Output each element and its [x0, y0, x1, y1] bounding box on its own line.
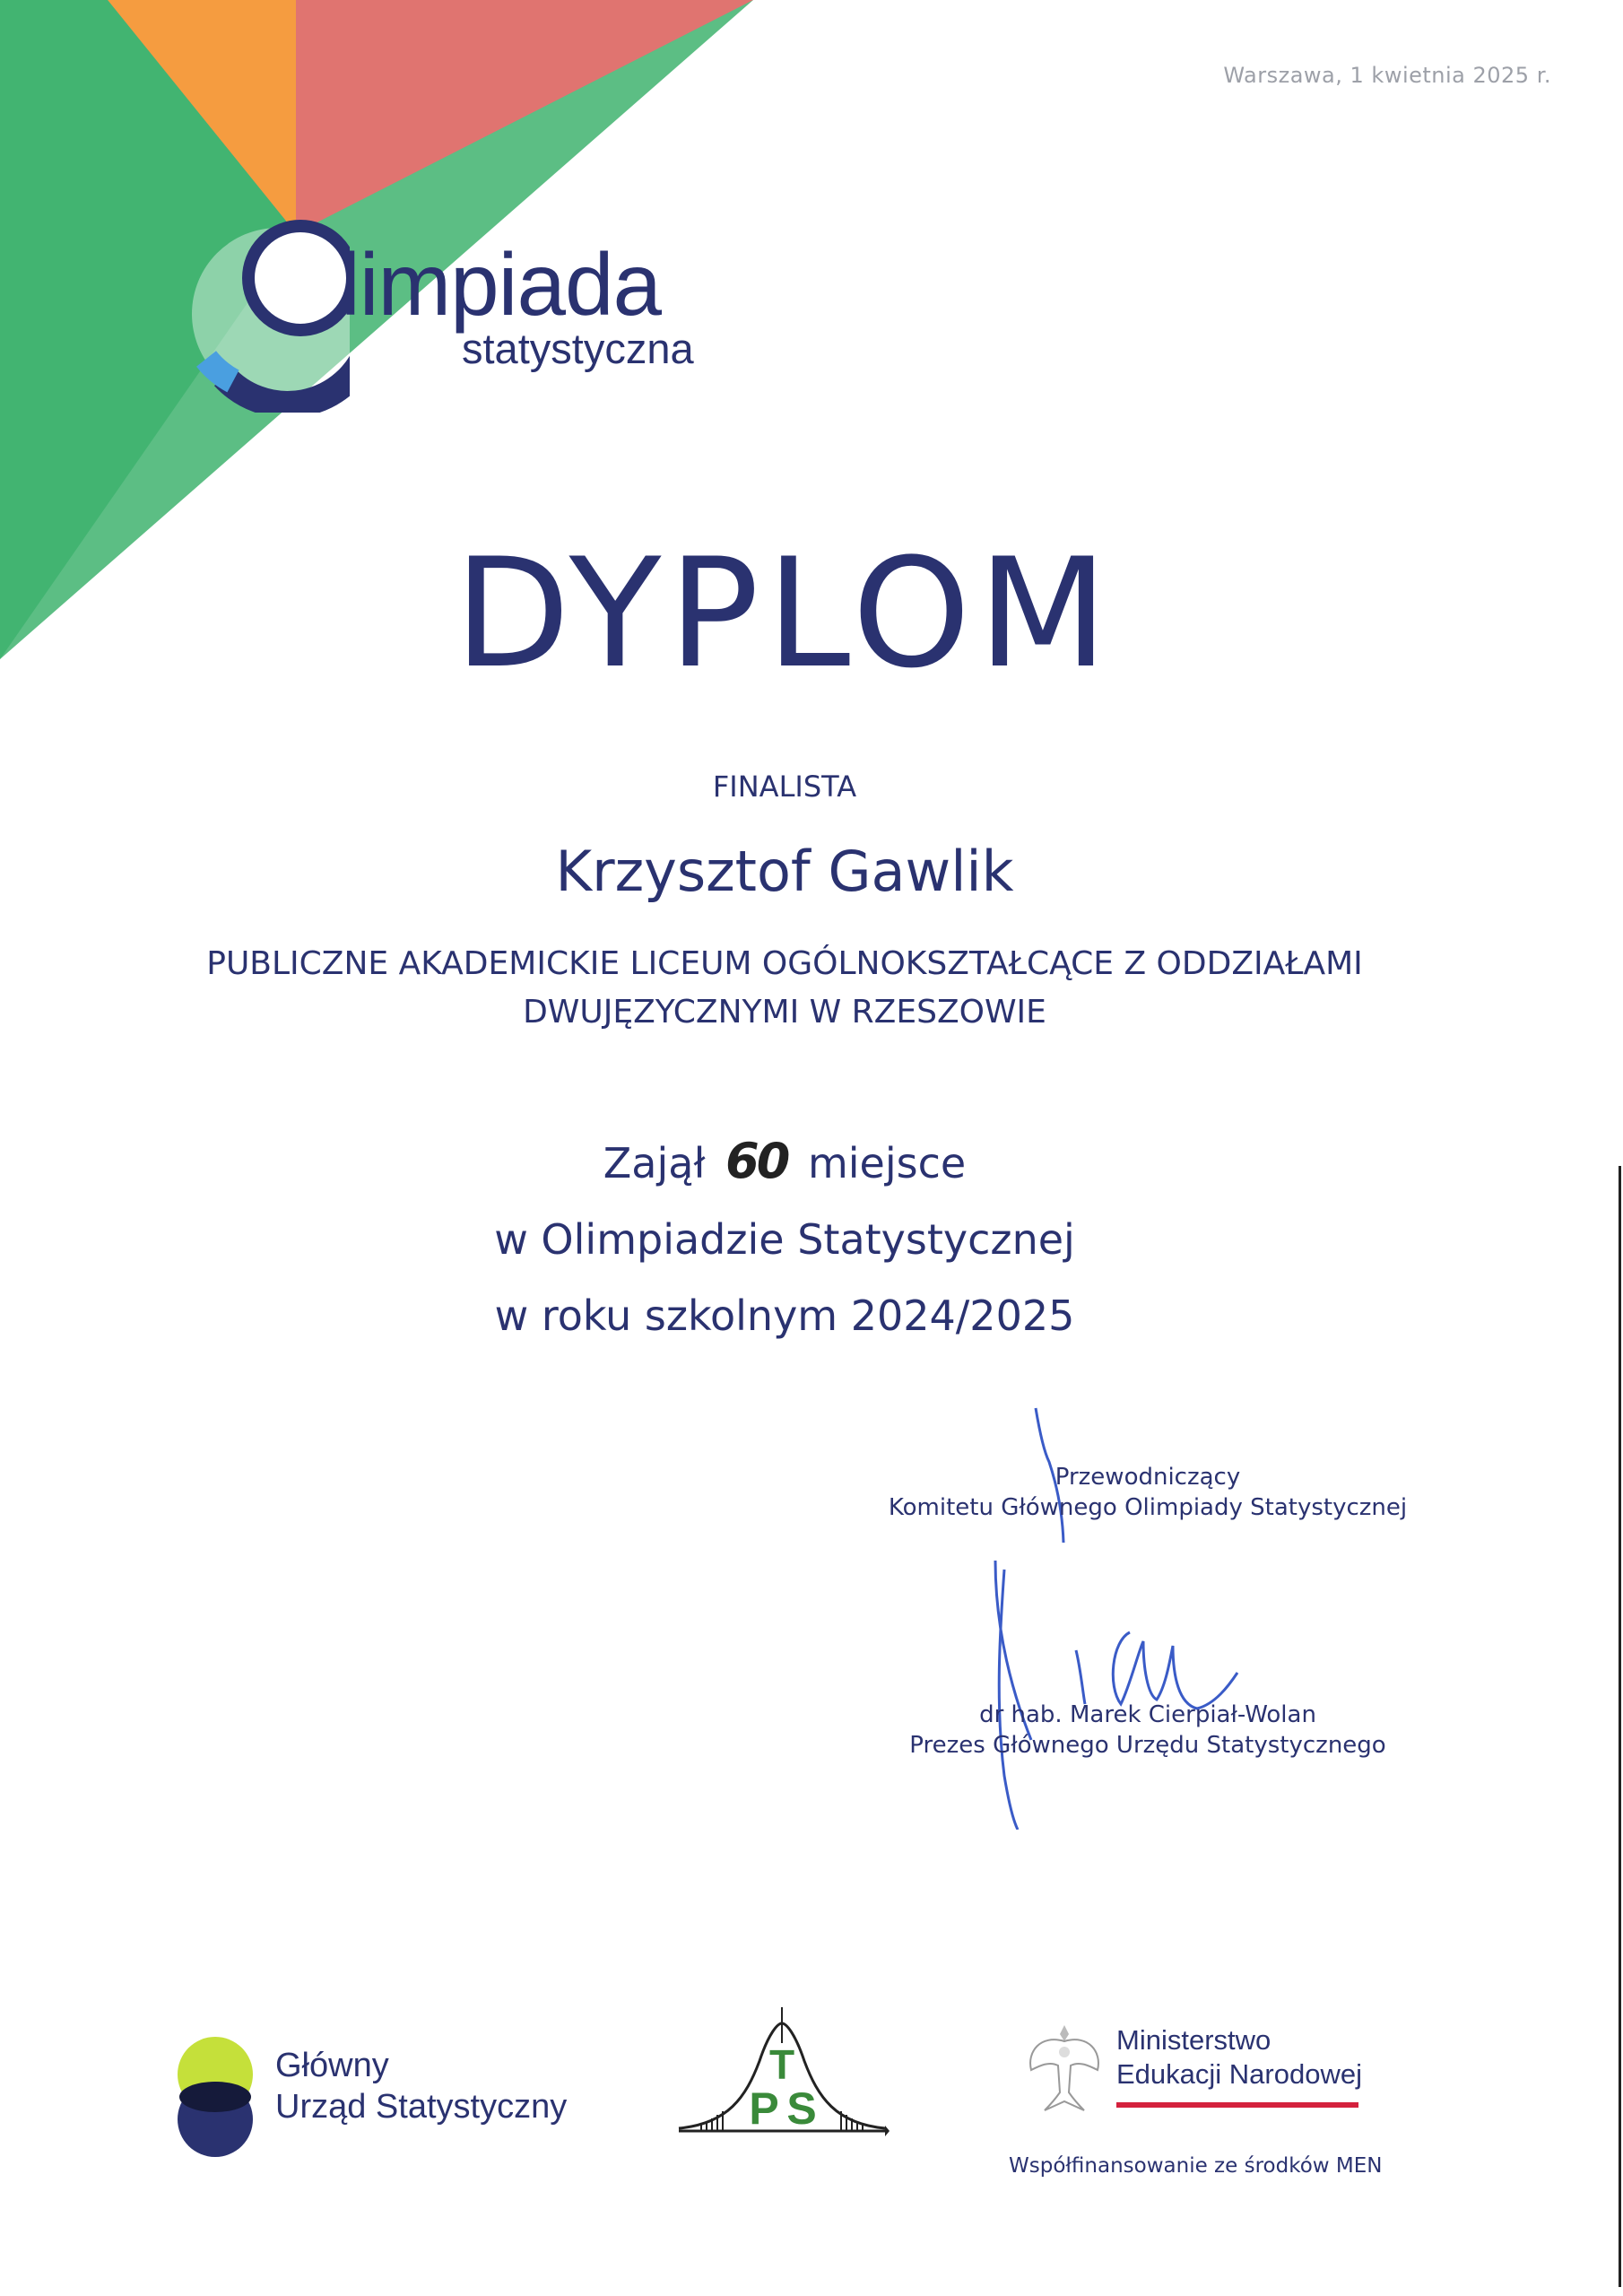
signatory-committee-name: Komitetu Głównego Olimpiady Statystycznej	[888, 1494, 1408, 1521]
men-name-line-1: Ministerstwo	[1116, 2024, 1271, 2056]
award-type: FINALISTA	[712, 770, 857, 804]
signatory-name: dr hab. Marek Cierpiał-Wolan	[979, 1701, 1316, 1728]
placement-line	[0, 1133, 1569, 1189]
men-red-bar	[1116, 2102, 1358, 2108]
school-line-1: PUBLICZNE AKADEMICKIE LICEUM OGÓLNOKSZTAŁCĄCE Z ODDZIAŁAMI	[206, 945, 1363, 982]
logo-circle-icon	[170, 215, 350, 413]
diploma-title: DYPLOM	[454, 526, 1115, 701]
gus-circles-icon	[175, 2034, 265, 2160]
cofinancing-note: Współfinansowanie ze środków MEN	[1009, 2154, 1383, 2178]
svg-text:T: T	[768, 2041, 795, 2088]
issue-date: Warszawa, 1 kwietnia 2025 r.	[1223, 63, 1551, 88]
olimpiada-logo	[170, 215, 708, 413]
men-name	[1116, 2023, 1362, 2092]
signatory-committee	[879, 1462, 1417, 1523]
men-name-line-2: Edukacji Narodowej	[1116, 2058, 1362, 2090]
svg-text:S: S	[786, 2083, 817, 2134]
polish-eagle-icon	[1022, 2016, 1107, 2115]
logo-main-text: limpiada	[341, 235, 661, 334]
placement-number: 60	[725, 1133, 788, 1189]
svg-text:P: P	[749, 2083, 779, 2134]
men-logo	[1022, 2016, 1471, 2160]
gus-name	[275, 2045, 567, 2127]
signatory-role: Przewodniczący	[1055, 1464, 1241, 1491]
signatory-title: Prezes Głównego Urzędu Statystycznego	[909, 1732, 1386, 1759]
olympiad-line: w Olimpiadzie Statystycznej	[494, 1215, 1075, 1264]
gus-logo	[175, 2034, 578, 2160]
tps-logo	[674, 2007, 890, 2151]
signatory-president	[879, 1700, 1417, 1761]
gus-name-line-1: Główny	[275, 2047, 389, 2084]
gus-name-line-2: Urząd Statystyczny	[275, 2088, 568, 2126]
scan-edge-line	[1619, 1166, 1621, 2287]
school-name	[0, 940, 1569, 1037]
logo-sub-text: statystyczna	[462, 325, 694, 372]
school-line-2: DWUJĘZYCZNYMI W RZESZOWIE	[523, 994, 1046, 1031]
recipient-name: Krzysztof Gawlik	[555, 839, 1014, 904]
placement-suffix: miejsce	[807, 1139, 967, 1187]
placement-prefix: Zajął	[603, 1139, 706, 1187]
school-year-line: w roku szkolnym 2024/2025	[494, 1292, 1075, 1340]
